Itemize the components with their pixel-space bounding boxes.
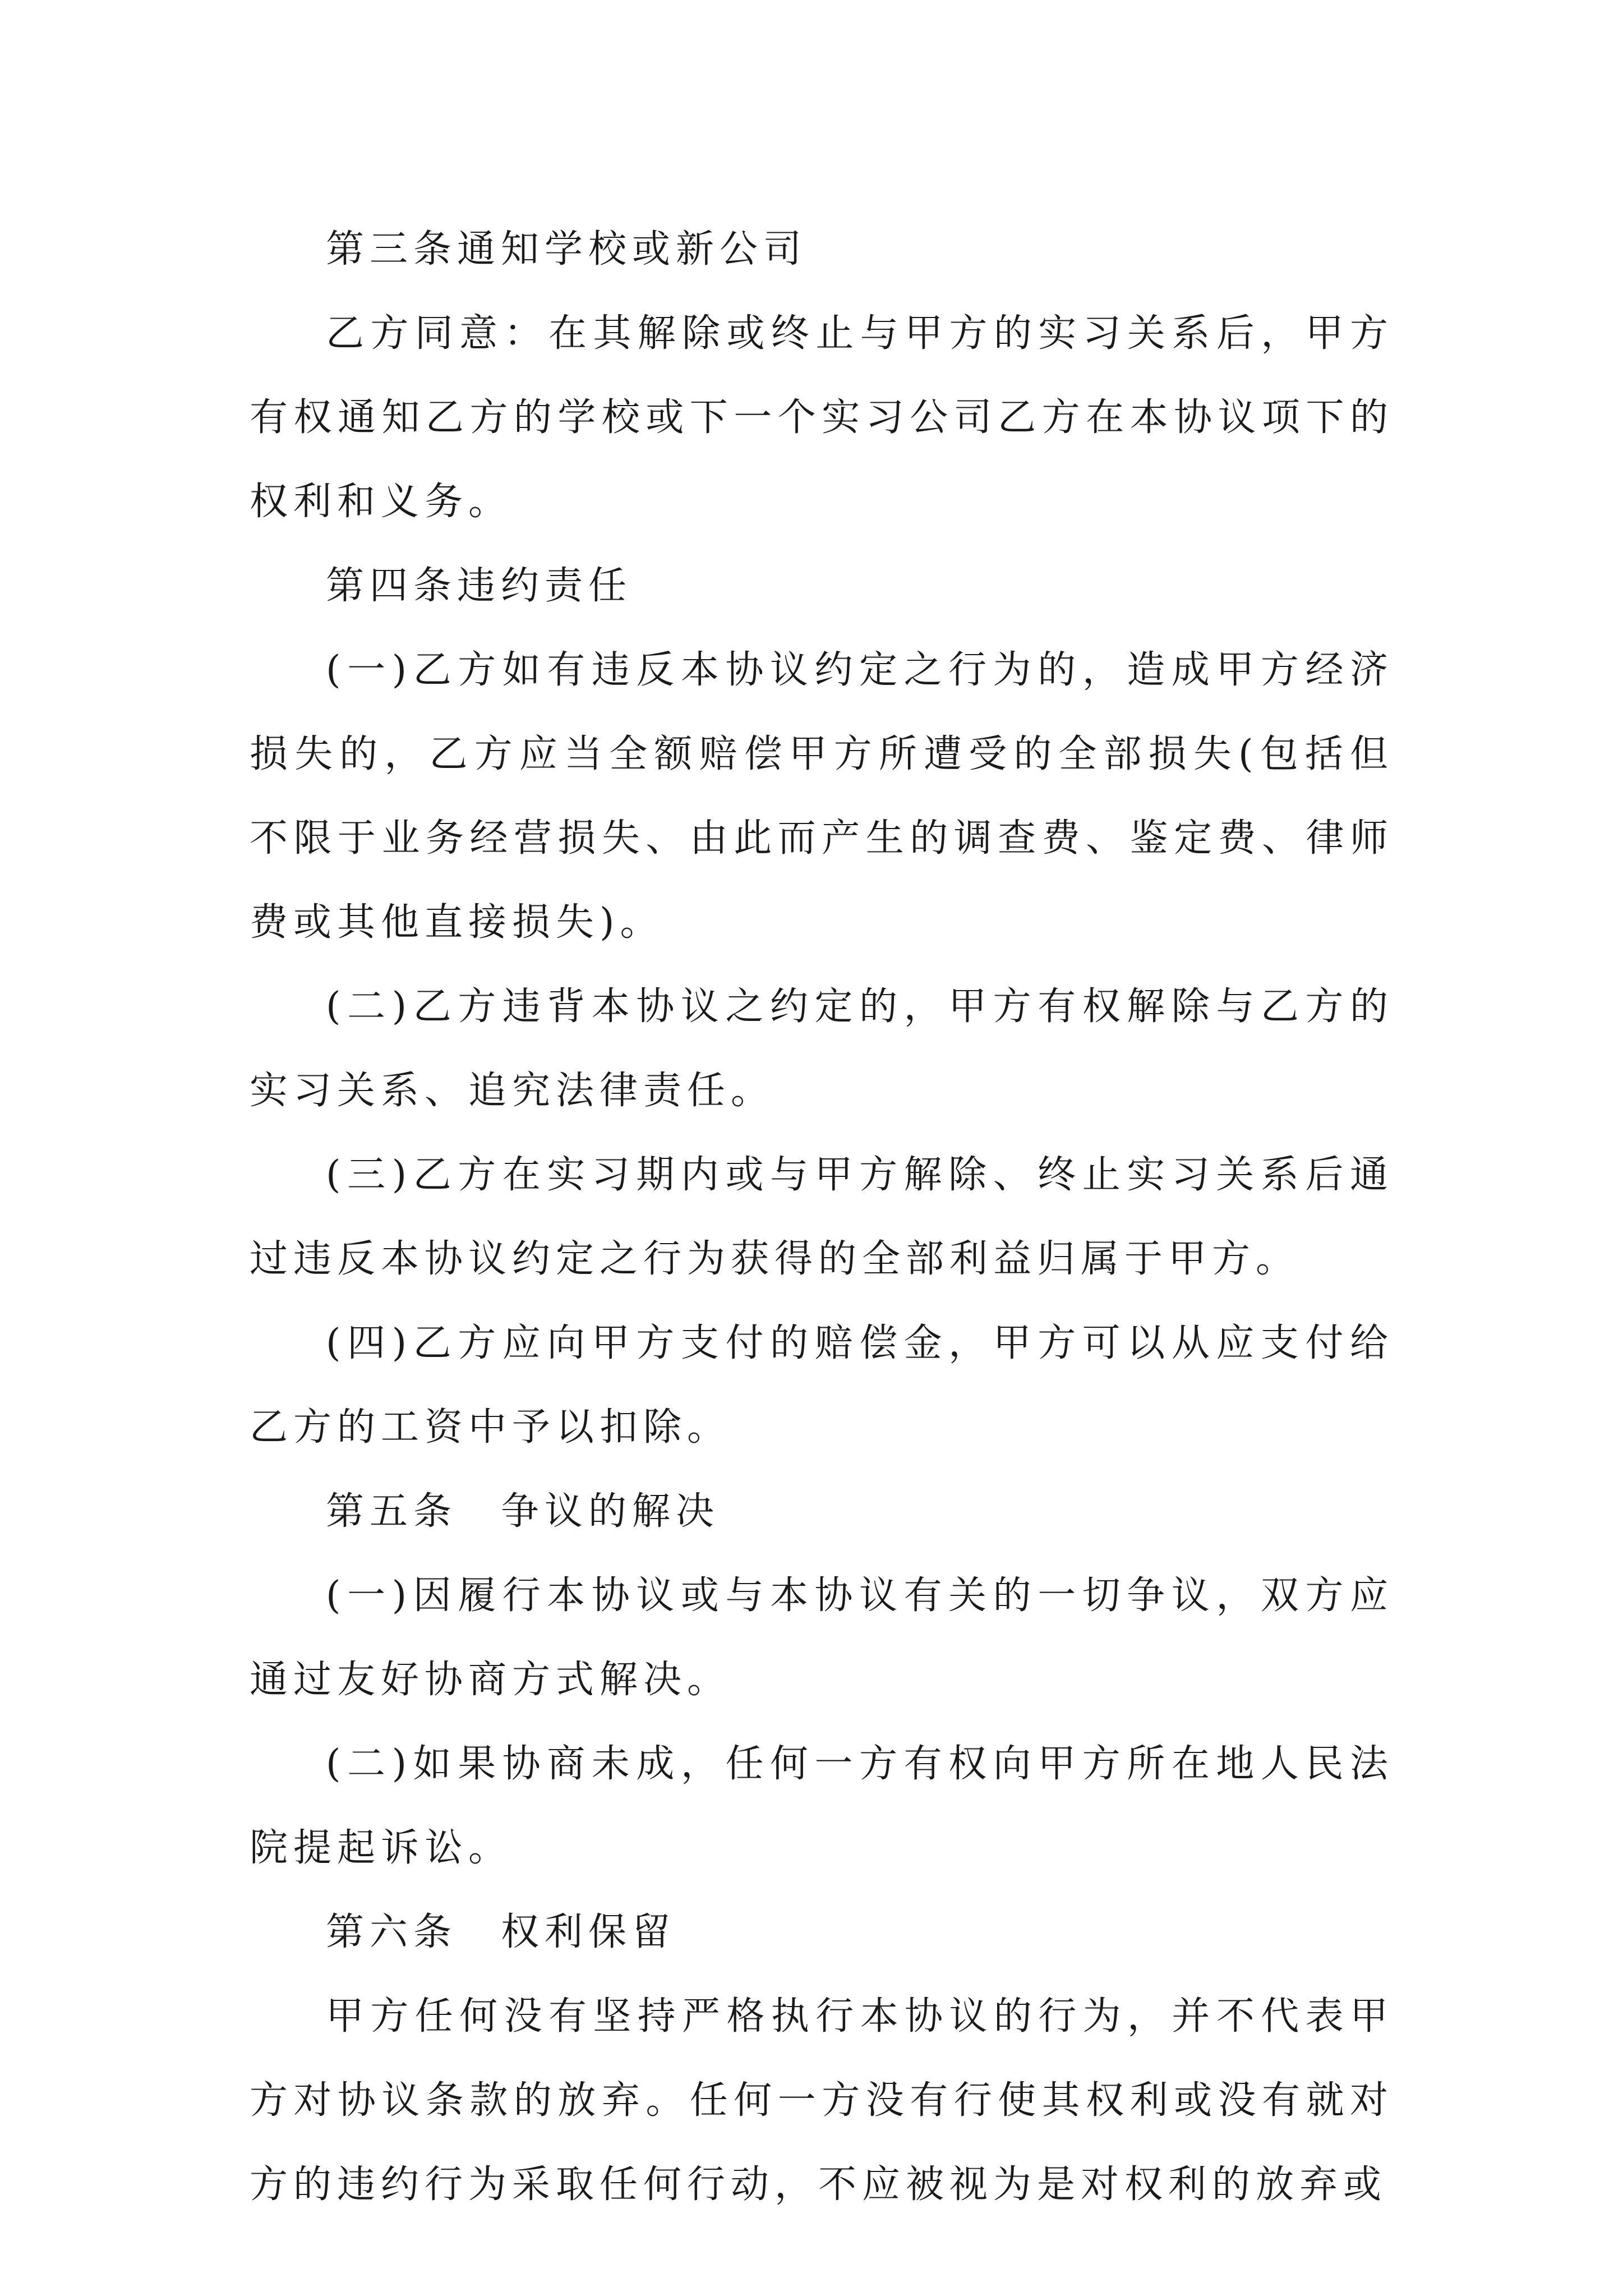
article-4-item-2: (二)乙方违背本协议之约定的，甲方有权解除与乙方的实习关系、追究法律责任。 — [250, 984, 1394, 1113]
article-4-heading: 第四条违约责任 — [326, 564, 633, 608]
article-5-item-1: (一)因履行本协议或与本协议有关的一切争议，双方应通过友好协商方式解决。 — [250, 1573, 1394, 1702]
article-6-heading: 第六条 权利保留 — [326, 1910, 676, 1954]
article-5-heading: 第五条 争议的解决 — [326, 1489, 720, 1534]
article-6-body: 甲方任何没有坚持严格执行本协议的行为，并不代表甲方对协议条款的放弃。任何一方没有行使其权利或没有就对方的违约行为采取任何行动，不应被视为是对权利的放弃或 — [250, 1994, 1394, 2207]
document-body — [250, 208, 1394, 2227]
article-4-item-4: (四)乙方应向甲方支付的赔偿金，甲方可以从应支付给乙方的工资中予以扣除。 — [250, 1321, 1394, 1450]
article-3-body: 乙方同意：在其解除或终止与甲方的实习关系后，甲方有权通知乙方的学校或下一个实习公司乙方在本协议项下的权利和义务。 — [250, 311, 1394, 524]
article-5-item-2: (二)如果协商未成，任何一方有权向甲方所在地人民法院提起诉讼。 — [250, 1742, 1394, 1870]
article-4-item-3: (三)乙方在实习期内或与甲方解除、终止实习关系后通过违反本协议约定之行为获得的全部利益归属于甲方。 — [250, 1153, 1394, 1281]
article-4-item-1: (一)乙方如有违反本协议约定之行为的，造成甲方经济损失的，乙方应当全额赔偿甲方所遭受的全部损失(包括但不限于业务经营损失、由此而产生的调查费、鉴定费、律师费或其他直接损失)。 — [250, 648, 1394, 945]
article-3-heading: 第三条通知学校或新公司 — [326, 227, 808, 272]
